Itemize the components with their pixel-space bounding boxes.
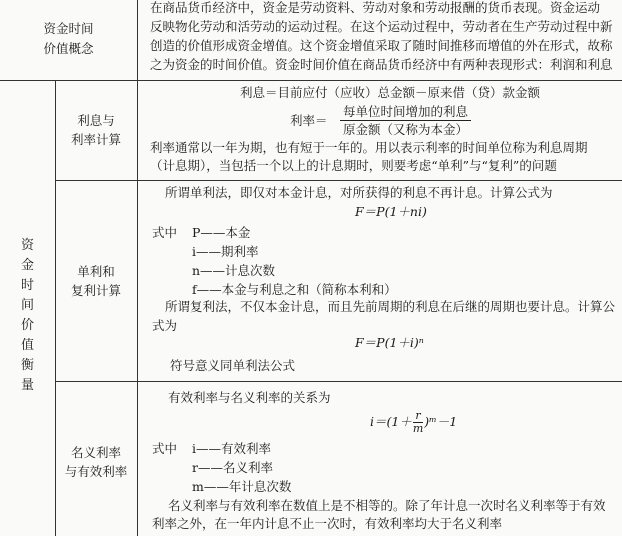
measure-char: 量: [20, 378, 34, 393]
measure-char: 价: [20, 318, 34, 333]
concept-line: 反映物化劳动和活劳动的运动过程。在这个运动过程中，劳动者在生产劳动过程中新: [150, 19, 613, 34]
simple-where: 式中: [152, 225, 178, 240]
measure-char: 金: [20, 258, 34, 273]
interest-label-line1: 利息与: [77, 113, 115, 128]
rate-formula-lhs: 利率＝: [290, 113, 328, 128]
compound-formula: F＝P(1＋i)ⁿ: [355, 335, 424, 350]
measure-char: 间: [20, 298, 34, 313]
nominal-label-line1: 名义利率: [70, 445, 121, 460]
nominal-label-line2: 与有效利率: [64, 464, 128, 479]
formula-fraction: [413, 410, 423, 435]
rule-below-interest: [55, 180, 622, 181]
nominal-where: 式中: [152, 441, 178, 456]
concept-label-line1: 资金时间: [43, 21, 94, 36]
def-future-value: f——本金与利息之和（简称本利和）: [192, 282, 397, 297]
rule-subsection-divider: [137, 80, 138, 536]
rate-denominator: 原金额（又称为本金）: [343, 122, 469, 137]
concept-label-line2: 价值概念: [43, 41, 94, 56]
compound-intro-line2: 式为: [152, 318, 178, 333]
interest-formula: 利息＝目前应付（应收）总金额－原来借（贷）款金额: [240, 85, 541, 100]
concept-line: 在商品货币经济中，资金是劳动资料、劳动对象和劳动报酬的货币表现。资金运动: [150, 0, 601, 15]
measure-char: 值: [20, 338, 34, 353]
def-period-rate: i——期利率: [192, 244, 259, 259]
nominal-intro: 有效利率与名义利率的关系为: [168, 390, 331, 405]
def-effective-rate: i——有效利率: [192, 441, 271, 456]
nominal-note-line2: 利率之外，在一年内计息不止一次时，有效利率均大于名义利率: [152, 516, 503, 531]
def-compounding-count: m——年计息次数: [192, 479, 292, 494]
simple-intro: 所谓单利法，即仅对本金计息，对所获得的利息不再计息。计算公式为: [165, 185, 553, 200]
formula-prefix: i＝(1＋: [370, 414, 412, 429]
effective-rate-formula: [370, 406, 457, 438]
simple-label-line2: 复利计算: [70, 283, 121, 298]
concept-line: 之为资金的时间价值。资金时间价值在商品货币经济中有两种表现形式：利润和利息: [150, 57, 613, 72]
interest-note-line2: （计息期），当包括一个以上的计息期时，则要考虑“单利”与“复利”的问题: [150, 158, 557, 173]
simple-label-line1: 单利和: [77, 264, 115, 279]
rate-numerator: 每单位时间增加的利息: [340, 103, 471, 121]
def-periods: n——计息次数: [192, 263, 276, 278]
measure-category-label: [0, 236, 55, 396]
measure-char: 衡: [20, 358, 34, 373]
compound-intro-line1: 所谓复利法，不仅本金计息，而且先前周期的利息在后继的周期也要计息。计算公: [165, 299, 616, 314]
interest-note-line1: 利率通常以一年为期，也有短于一年的。用以表示利率的时间单位称为利息周期: [150, 140, 588, 155]
nominal-note-line1: 名义利率与有效利率在数值上是不相等的。除了年计息一次时名义利率等于有效: [168, 498, 606, 513]
simple-formula: F＝P(1＋ni): [355, 204, 427, 219]
rule-below-concept: [0, 80, 622, 81]
symbol-note: 符号意义同单利法公式: [170, 358, 296, 373]
rule-below-compound: [55, 381, 622, 382]
interest-label-line2: 利率计算: [70, 132, 121, 147]
formula-denominator: m: [412, 421, 424, 435]
concept-line: 创造的价值形成资金增值。这个资金增值采取了随时间推移而增值的外在形式，故称: [150, 38, 613, 53]
rule-concept-divider: [137, 0, 138, 80]
rate-fraction: [340, 103, 471, 138]
measure-char: 资: [20, 238, 34, 253]
def-nominal-rate: r——名义利率: [192, 460, 273, 475]
measure-char: 时: [20, 278, 34, 293]
def-principal: P——本金: [192, 225, 251, 240]
formula-numerator: r: [415, 408, 421, 422]
formula-suffix: )ᵐ－1: [424, 414, 458, 429]
